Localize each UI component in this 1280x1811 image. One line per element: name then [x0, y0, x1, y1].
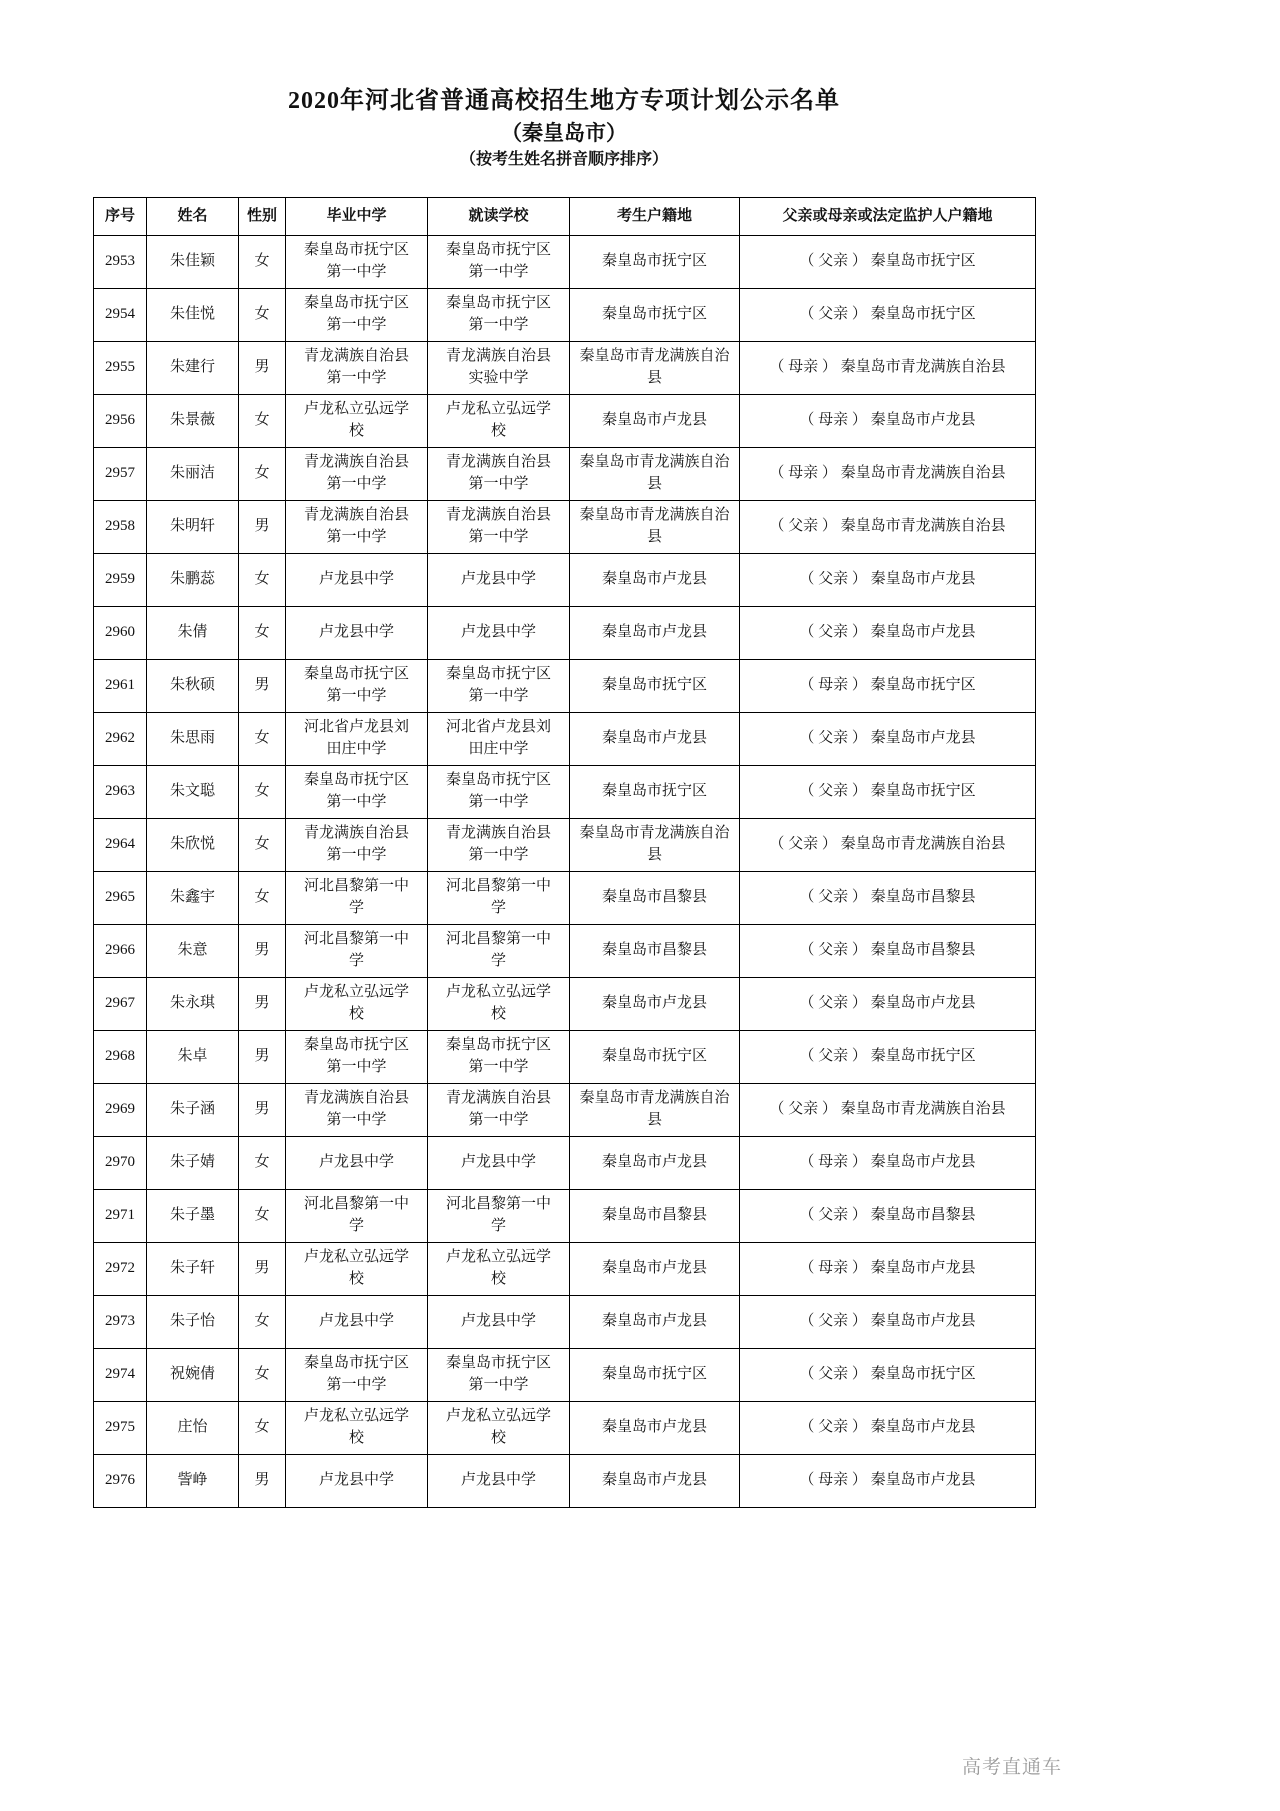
cell-attending-school: 河北省卢龙县刘田庄中学	[428, 713, 570, 766]
cell-name: 朱意	[147, 925, 239, 978]
cell-graduated-school: 河北省卢龙县刘田庄中学	[286, 713, 428, 766]
cell-name: 朱佳悦	[147, 289, 239, 342]
cell-serial-number: 2976	[94, 1455, 147, 1508]
cell-guardian-residence: （ 父亲 ） 秦皇岛市卢龙县	[740, 1402, 1036, 1455]
table-row	[94, 342, 1036, 395]
cell-graduated-school: 青龙满族自治县第一中学	[286, 1084, 428, 1137]
cell-gender: 女	[239, 448, 286, 501]
cell-name: 庄怡	[147, 1402, 239, 1455]
cell-serial-number: 2961	[94, 660, 147, 713]
cell-guardian-residence: （ 父亲 ） 秦皇岛市抚宁区	[740, 1349, 1036, 1402]
table-row	[94, 1455, 1036, 1508]
cell-candidate-residence: 秦皇岛市抚宁区	[570, 289, 740, 342]
cell-gender: 男	[239, 1031, 286, 1084]
cell-graduated-school: 秦皇岛市抚宁区第一中学	[286, 236, 428, 289]
cell-guardian-residence: （ 母亲 ） 秦皇岛市卢龙县	[740, 1455, 1036, 1508]
cell-name: 朱子轩	[147, 1243, 239, 1296]
cell-gender: 女	[239, 713, 286, 766]
cell-candidate-residence: 秦皇岛市青龙满族自治县	[570, 342, 740, 395]
table-row	[94, 1137, 1036, 1190]
cell-attending-school: 卢龙县中学	[428, 1296, 570, 1349]
column-header: 就读学校	[428, 198, 570, 236]
cell-serial-number: 2967	[94, 978, 147, 1031]
cell-guardian-residence: （ 父亲 ） 秦皇岛市青龙满族自治县	[740, 1084, 1036, 1137]
cell-graduated-school: 河北昌黎第一中学	[286, 1190, 428, 1243]
cell-gender: 女	[239, 1349, 286, 1402]
cell-name: 朱景薇	[147, 395, 239, 448]
cell-name: 祝婉倩	[147, 1349, 239, 1402]
cell-attending-school: 青龙满族自治县第一中学	[428, 448, 570, 501]
cell-gender: 男	[239, 978, 286, 1031]
table-row	[94, 448, 1036, 501]
cell-graduated-school: 卢龙县中学	[286, 1296, 428, 1349]
cell-name: 朱明轩	[147, 501, 239, 554]
cell-gender: 女	[239, 289, 286, 342]
cell-candidate-residence: 秦皇岛市卢龙县	[570, 1402, 740, 1455]
cell-gender: 男	[239, 501, 286, 554]
document-page	[93, 0, 1035, 1508]
table-row	[94, 236, 1036, 289]
cell-candidate-residence: 秦皇岛市卢龙县	[570, 1243, 740, 1296]
table-header-row	[94, 198, 1036, 236]
cell-guardian-residence: （ 母亲 ） 秦皇岛市青龙满族自治县	[740, 342, 1036, 395]
cell-name: 朱子婧	[147, 1137, 239, 1190]
cell-candidate-residence: 秦皇岛市卢龙县	[570, 1455, 740, 1508]
cell-serial-number: 2972	[94, 1243, 147, 1296]
cell-name: 朱建行	[147, 342, 239, 395]
table-row	[94, 1349, 1036, 1402]
cell-attending-school: 卢龙县中学	[428, 1455, 570, 1508]
table-row	[94, 1243, 1036, 1296]
table-body	[94, 236, 1036, 1508]
cell-serial-number: 2956	[94, 395, 147, 448]
cell-candidate-residence: 秦皇岛市昌黎县	[570, 1190, 740, 1243]
cell-candidate-residence: 秦皇岛市青龙满族自治县	[570, 1084, 740, 1137]
cell-candidate-residence: 秦皇岛市青龙满族自治县	[570, 501, 740, 554]
cell-serial-number: 2955	[94, 342, 147, 395]
table-row	[94, 978, 1036, 1031]
cell-serial-number: 2973	[94, 1296, 147, 1349]
table-row	[94, 766, 1036, 819]
cell-graduated-school: 卢龙县中学	[286, 607, 428, 660]
table-row	[94, 501, 1036, 554]
cell-name: 朱子墨	[147, 1190, 239, 1243]
cell-gender: 女	[239, 1137, 286, 1190]
cell-candidate-residence: 秦皇岛市卢龙县	[570, 978, 740, 1031]
cell-attending-school: 秦皇岛市抚宁区第一中学	[428, 236, 570, 289]
cell-candidate-residence: 秦皇岛市卢龙县	[570, 1137, 740, 1190]
table-row	[94, 395, 1036, 448]
cell-graduated-school: 河北昌黎第一中学	[286, 925, 428, 978]
table-row	[94, 872, 1036, 925]
cell-graduated-school: 卢龙私立弘远学校	[286, 1243, 428, 1296]
cell-gender: 男	[239, 1455, 286, 1508]
cell-candidate-residence: 秦皇岛市青龙满族自治县	[570, 819, 740, 872]
cell-guardian-residence: （ 父亲 ） 秦皇岛市抚宁区	[740, 1031, 1036, 1084]
cell-serial-number: 2959	[94, 554, 147, 607]
cell-serial-number: 2954	[94, 289, 147, 342]
cell-serial-number: 2953	[94, 236, 147, 289]
cell-candidate-residence: 秦皇岛市卢龙县	[570, 395, 740, 448]
table-row	[94, 607, 1036, 660]
cell-attending-school: 秦皇岛市抚宁区第一中学	[428, 1349, 570, 1402]
cell-serial-number: 2971	[94, 1190, 147, 1243]
cell-attending-school: 青龙满族自治县第一中学	[428, 819, 570, 872]
table-row	[94, 819, 1036, 872]
cell-gender: 女	[239, 766, 286, 819]
cell-gender: 女	[239, 819, 286, 872]
cell-name: 朱思雨	[147, 713, 239, 766]
table-row	[94, 1402, 1036, 1455]
cell-name: 朱永琪	[147, 978, 239, 1031]
cell-serial-number: 2974	[94, 1349, 147, 1402]
cell-name: 朱佳颖	[147, 236, 239, 289]
cell-candidate-residence: 秦皇岛市抚宁区	[570, 236, 740, 289]
cell-guardian-residence: （ 母亲 ） 秦皇岛市卢龙县	[740, 395, 1036, 448]
column-header: 考生户籍地	[570, 198, 740, 236]
document-subtitle-city: （秦皇岛市）	[501, 121, 627, 145]
students-table	[93, 197, 1036, 1508]
cell-graduated-school: 秦皇岛市抚宁区第一中学	[286, 1349, 428, 1402]
cell-guardian-residence: （ 父亲 ） 秦皇岛市昌黎县	[740, 1190, 1036, 1243]
cell-serial-number: 2960	[94, 607, 147, 660]
cell-serial-number: 2970	[94, 1137, 147, 1190]
cell-gender: 女	[239, 607, 286, 660]
cell-guardian-residence: （ 母亲 ） 秦皇岛市卢龙县	[740, 1243, 1036, 1296]
cell-serial-number: 2963	[94, 766, 147, 819]
cell-attending-school: 秦皇岛市抚宁区第一中学	[428, 660, 570, 713]
cell-graduated-school: 青龙满族自治县第一中学	[286, 819, 428, 872]
cell-guardian-residence: （ 父亲 ） 秦皇岛市昌黎县	[740, 925, 1036, 978]
cell-candidate-residence: 秦皇岛市抚宁区	[570, 660, 740, 713]
cell-name: 朱鹏蕊	[147, 554, 239, 607]
cell-graduated-school: 青龙满族自治县第一中学	[286, 342, 428, 395]
cell-serial-number: 2962	[94, 713, 147, 766]
cell-graduated-school: 秦皇岛市抚宁区第一中学	[286, 766, 428, 819]
cell-gender: 男	[239, 1243, 286, 1296]
cell-gender: 女	[239, 1402, 286, 1455]
cell-guardian-residence: （ 父亲 ） 秦皇岛市抚宁区	[740, 289, 1036, 342]
cell-attending-school: 河北昌黎第一中学	[428, 925, 570, 978]
cell-guardian-residence: （ 父亲 ） 秦皇岛市昌黎县	[740, 872, 1036, 925]
cell-attending-school: 卢龙私立弘远学校	[428, 395, 570, 448]
cell-graduated-school: 秦皇岛市抚宁区第一中学	[286, 660, 428, 713]
cell-guardian-residence: （ 父亲 ） 秦皇岛市青龙满族自治县	[740, 501, 1036, 554]
cell-attending-school: 秦皇岛市抚宁区第一中学	[428, 1031, 570, 1084]
document-subtitle-note: （按考生姓名拼音顺序排序）	[459, 151, 668, 169]
cell-gender: 男	[239, 925, 286, 978]
cell-guardian-residence: （ 母亲 ） 秦皇岛市抚宁区	[740, 660, 1036, 713]
table-row	[94, 1190, 1036, 1243]
cell-name: 朱子涵	[147, 1084, 239, 1137]
column-header: 性别	[239, 198, 286, 236]
cell-guardian-residence: （ 父亲 ） 秦皇岛市青龙满族自治县	[740, 819, 1036, 872]
document-title: 2020年河北省普通高校招生地方专项计划公示名单	[288, 88, 840, 114]
table-row	[94, 554, 1036, 607]
cell-attending-school: 河北昌黎第一中学	[428, 872, 570, 925]
cell-guardian-residence: （ 父亲 ） 秦皇岛市卢龙县	[740, 554, 1036, 607]
cell-attending-school: 青龙满族自治县第一中学	[428, 1084, 570, 1137]
cell-guardian-residence: （ 父亲 ） 秦皇岛市抚宁区	[740, 766, 1036, 819]
cell-guardian-residence: （ 父亲 ） 秦皇岛市卢龙县	[740, 978, 1036, 1031]
cell-attending-school: 卢龙县中学	[428, 1137, 570, 1190]
cell-guardian-residence: （ 父亲 ） 秦皇岛市抚宁区	[740, 236, 1036, 289]
cell-gender: 女	[239, 554, 286, 607]
cell-graduated-school: 卢龙私立弘远学校	[286, 978, 428, 1031]
table-row	[94, 660, 1036, 713]
table-row	[94, 1031, 1036, 1084]
table-row	[94, 925, 1036, 978]
header-row	[94, 198, 1036, 236]
cell-gender: 女	[239, 1296, 286, 1349]
cell-gender: 男	[239, 660, 286, 713]
cell-serial-number: 2969	[94, 1084, 147, 1137]
cell-attending-school: 卢龙私立弘远学校	[428, 1243, 570, 1296]
cell-guardian-residence: （ 父亲 ） 秦皇岛市卢龙县	[740, 607, 1036, 660]
cell-candidate-residence: 秦皇岛市抚宁区	[570, 1349, 740, 1402]
cell-name: 朱子怡	[147, 1296, 239, 1349]
cell-candidate-residence: 秦皇岛市昌黎县	[570, 925, 740, 978]
cell-graduated-school: 秦皇岛市抚宁区第一中学	[286, 1031, 428, 1084]
cell-candidate-residence: 秦皇岛市卢龙县	[570, 1296, 740, 1349]
cell-guardian-residence: （ 母亲 ） 秦皇岛市卢龙县	[740, 1137, 1036, 1190]
cell-attending-school: 秦皇岛市抚宁区第一中学	[428, 766, 570, 819]
cell-candidate-residence: 秦皇岛市卢龙县	[570, 554, 740, 607]
cell-graduated-school: 河北昌黎第一中学	[286, 872, 428, 925]
cell-serial-number: 2968	[94, 1031, 147, 1084]
cell-name: 朱卓	[147, 1031, 239, 1084]
cell-guardian-residence: （ 父亲 ） 秦皇岛市卢龙县	[740, 1296, 1036, 1349]
watermark: 高考直通车	[961, 1757, 1062, 1778]
cell-graduated-school: 秦皇岛市抚宁区第一中学	[286, 289, 428, 342]
cell-serial-number: 2958	[94, 501, 147, 554]
cell-name: 朱丽洁	[147, 448, 239, 501]
cell-graduated-school: 青龙满族自治县第一中学	[286, 501, 428, 554]
cell-gender: 女	[239, 236, 286, 289]
cell-candidate-residence: 秦皇岛市昌黎县	[570, 872, 740, 925]
title-block	[93, 86, 1035, 171]
column-header: 姓名	[147, 198, 239, 236]
cell-candidate-residence: 秦皇岛市抚宁区	[570, 1031, 740, 1084]
cell-attending-school: 卢龙县中学	[428, 554, 570, 607]
cell-name: 朱倩	[147, 607, 239, 660]
cell-serial-number: 2965	[94, 872, 147, 925]
cell-graduated-school: 青龙满族自治县第一中学	[286, 448, 428, 501]
cell-serial-number: 2975	[94, 1402, 147, 1455]
cell-attending-school: 青龙满族自治县第一中学	[428, 501, 570, 554]
cell-gender: 男	[239, 1084, 286, 1137]
cell-candidate-residence: 秦皇岛市卢龙县	[570, 713, 740, 766]
cell-name: 朱文聪	[147, 766, 239, 819]
cell-graduated-school: 卢龙县中学	[286, 1455, 428, 1508]
column-header: 毕业中学	[286, 198, 428, 236]
cell-graduated-school: 卢龙县中学	[286, 1137, 428, 1190]
cell-gender: 女	[239, 1190, 286, 1243]
cell-attending-school: 青龙满族自治县实验中学	[428, 342, 570, 395]
cell-guardian-residence: （ 母亲 ） 秦皇岛市青龙满族自治县	[740, 448, 1036, 501]
cell-guardian-residence: （ 父亲 ） 秦皇岛市卢龙县	[740, 713, 1036, 766]
cell-candidate-residence: 秦皇岛市抚宁区	[570, 766, 740, 819]
cell-candidate-residence: 秦皇岛市卢龙县	[570, 607, 740, 660]
cell-name: 朱鑫宇	[147, 872, 239, 925]
cell-gender: 女	[239, 872, 286, 925]
table-row	[94, 713, 1036, 766]
cell-name: 朱欣悦	[147, 819, 239, 872]
cell-attending-school: 卢龙私立弘远学校	[428, 978, 570, 1031]
table-row	[94, 289, 1036, 342]
cell-graduated-school: 卢龙县中学	[286, 554, 428, 607]
column-header: 父亲或母亲或法定监护人户籍地	[740, 198, 1036, 236]
cell-name: 朱秋硕	[147, 660, 239, 713]
cell-serial-number: 2966	[94, 925, 147, 978]
table-row	[94, 1296, 1036, 1349]
cell-gender: 男	[239, 342, 286, 395]
table-row	[94, 1084, 1036, 1137]
cell-serial-number: 2964	[94, 819, 147, 872]
cell-graduated-school: 卢龙私立弘远学校	[286, 395, 428, 448]
cell-attending-school: 卢龙县中学	[428, 607, 570, 660]
cell-candidate-residence: 秦皇岛市青龙满族自治县	[570, 448, 740, 501]
cell-graduated-school: 卢龙私立弘远学校	[286, 1402, 428, 1455]
cell-serial-number: 2957	[94, 448, 147, 501]
column-header: 序号	[94, 198, 147, 236]
cell-attending-school: 卢龙私立弘远学校	[428, 1402, 570, 1455]
cell-attending-school: 河北昌黎第一中学	[428, 1190, 570, 1243]
cell-gender: 女	[239, 395, 286, 448]
cell-attending-school: 秦皇岛市抚宁区第一中学	[428, 289, 570, 342]
cell-name: 訾峥	[147, 1455, 239, 1508]
